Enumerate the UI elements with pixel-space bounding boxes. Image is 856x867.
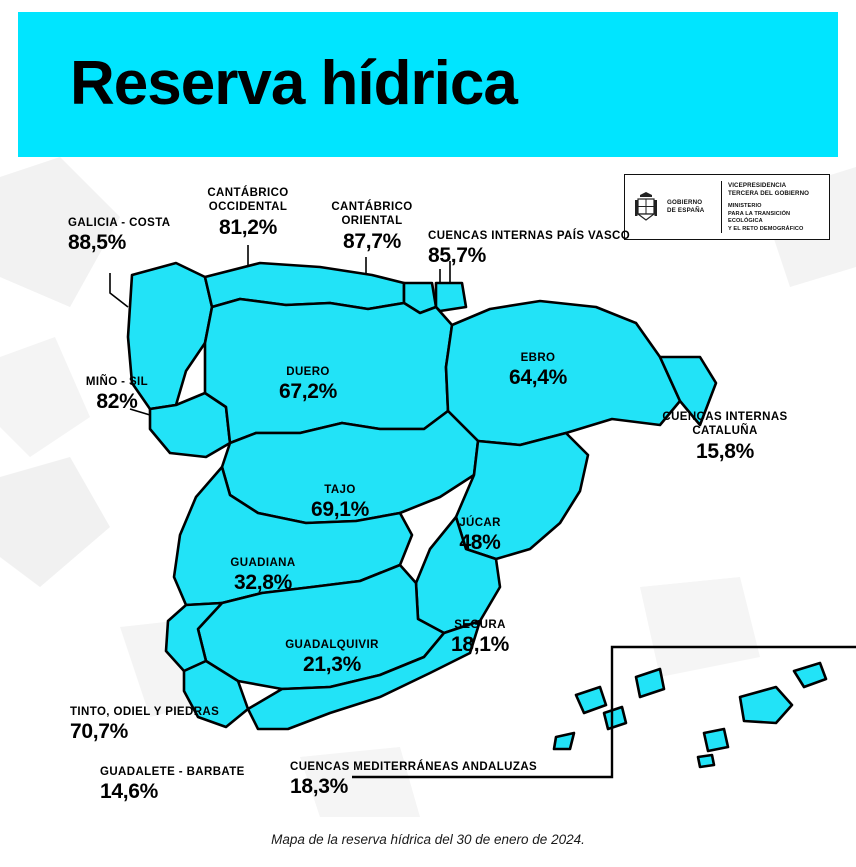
label-cantabrico-occidental [198, 186, 298, 240]
island-formentera[interactable] [698, 755, 714, 767]
label-mino-sil [62, 375, 172, 415]
island-ibiza[interactable] [704, 729, 728, 751]
logo-gob-line1: GOBIERNO [667, 199, 703, 207]
basin-value-cantabrico-oriental: 87,7% [342, 229, 402, 253]
basin-name-cuencas-internas-pais-vasco: CUENCAS INTERNAS PAÍS VASCO [428, 230, 631, 242]
label-duero [258, 365, 358, 405]
basin-value-cantabrico-occidental: 81,2% [218, 215, 278, 239]
label-cuencas-internas-pais-vasco [428, 229, 630, 269]
coat-of-arms-icon [625, 175, 667, 239]
basin-value-galicia-costa: 88,5% [68, 231, 127, 255]
figure-caption: Mapa de la reserva hídrica del 30 de enero de 2024. [271, 832, 585, 847]
basin-value-jucar: 48% [459, 531, 501, 555]
basin-value-guadalete-barbate: 14,6% [100, 780, 159, 804]
header-banner [18, 12, 838, 157]
basin-value-guadalquivir: 21,3% [302, 653, 362, 677]
basin-value-ebro: 64,4% [508, 366, 568, 390]
island-canary-1[interactable] [576, 687, 606, 713]
ministry-logo [624, 174, 830, 240]
basin-name-cantabrico-occidental-l1: CANTÁBRICO [207, 187, 289, 199]
label-galicia-costa [68, 216, 170, 256]
logo-ministry-text [722, 175, 829, 239]
basin-value-cuencas-mediterraneas-andaluzas: 18,3% [290, 775, 349, 799]
basin-name-tajo: TAJO [324, 484, 356, 496]
basin-value-cuencas-internas-cataluna: 15,8% [695, 439, 755, 463]
label-jucar [440, 516, 520, 556]
basin-name-tinto-odiel-piedras: TINTO, ODIEL Y PIEDRAS [70, 706, 220, 718]
label-tajo [290, 483, 390, 523]
basin-value-tajo: 69,1% [310, 498, 370, 522]
basin-name-jucar: JÚCAR [459, 517, 501, 529]
basin-name-cantabrico-occidental-l2: OCCIDENTAL [208, 201, 288, 214]
label-guadiana [208, 556, 318, 596]
logo-ministry-line2: PARA LA TRANSICIÓN ECOLÓGICA [728, 210, 791, 225]
basin-name-duero: DUERO [286, 366, 330, 378]
logo-ministry-line1: MINISTERIO [728, 202, 762, 209]
basin-name-segura: SEGURA [454, 619, 506, 631]
basin-name-mino-sil: MIÑO - SIL [85, 376, 149, 388]
basin-value-cuencas-internas-pais-vasco: 85,7% [428, 244, 487, 268]
label-segura [437, 618, 523, 658]
label-cuencas-mediterraneas-andaluzas [290, 760, 537, 800]
label-guadalete-barbate [100, 765, 245, 805]
logo-vice-line2: TERCERA DEL GOBIERNO [728, 189, 810, 197]
basin-cuencas-internas-pais-vasco[interactable] [436, 283, 466, 311]
label-ebro [488, 351, 588, 391]
logo-government-text [667, 175, 721, 239]
logo-vice-line1: VICEPRESIDENCIA [728, 181, 787, 189]
basin-value-mino-sil: 82% [96, 390, 138, 414]
island-canary-2[interactable] [604, 707, 626, 729]
basin-name-cuencas-mediterraneas-andaluzas: CUENCAS MEDITERRÁNEAS ANDALUZAS [290, 761, 538, 773]
basin-value-segura: 18,1% [450, 633, 510, 657]
label-guadalquivir [272, 638, 392, 678]
basin-name-ebro: EBRO [520, 352, 556, 364]
basin-name-cuencas-internas-cataluna-l2: CATALUÑA [692, 425, 758, 438]
basin-value-guadiana: 32,8% [233, 571, 293, 595]
island-mallorca[interactable] [740, 687, 792, 723]
basin-name-galicia-costa: GALICIA - COSTA [68, 217, 171, 229]
basin-value-duero: 67,2% [278, 380, 338, 404]
basin-name-cantabrico-oriental-l1: CANTÁBRICO [331, 201, 413, 213]
label-cantabrico-oriental [322, 200, 422, 254]
logo-gob-line2: DE ESPAÑA [667, 207, 705, 214]
basin-value-tinto-odiel-piedras: 70,7% [70, 720, 129, 744]
page-title: Reserva hídrica [70, 49, 517, 118]
basin-name-cuencas-internas-cataluna-l1: CUENCAS INTERNAS [662, 411, 788, 423]
basin-name-cantabrico-oriental-l2: ORIENTAL [341, 215, 403, 228]
logo-ministry-line3: Y EL RETO DEMOGRÁFICO [728, 225, 804, 232]
basin-name-guadalquivir: GUADALQUIVIR [285, 639, 379, 651]
island-canary-4[interactable] [554, 733, 574, 749]
island-canary-3[interactable] [636, 669, 664, 697]
label-tinto-odiel-piedras [70, 705, 219, 745]
label-cuencas-internas-cataluna [660, 410, 790, 464]
basin-name-guadiana: GUADIANA [230, 557, 296, 569]
island-menorca[interactable] [794, 663, 826, 687]
basin-name-guadalete-barbate: GUADALETE - BARBATE [100, 766, 245, 778]
